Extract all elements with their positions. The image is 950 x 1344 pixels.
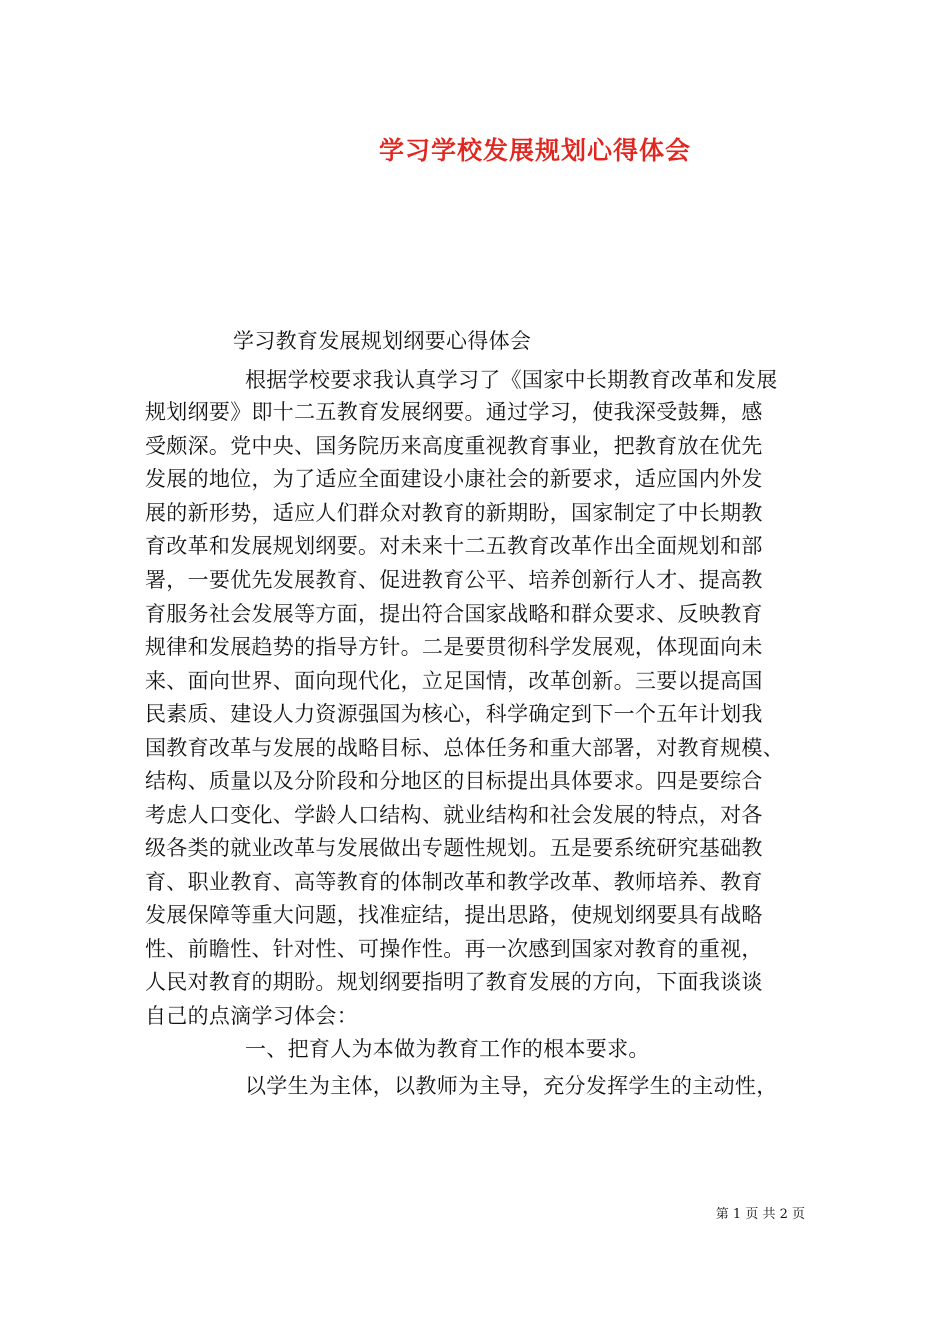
body-line: 性、前瞻性、针对性、可操作性。再一次感到国家对教育的重视， [145,937,763,961]
body-line: 人民对教育的期盼。规划纲要指明了教育发展的方向，下面我谈谈 [145,970,763,994]
body-line: 育服务社会发展等方面，提出符合国家战略和群众要求、反映教育 [145,602,763,626]
body-line: 根据学校要求我认真学习了《国家中长期教育改革和发展 [245,368,778,392]
document-subtitle: 学习教育发展规划纲要心得体会 [233,329,532,353]
body-line: 自己的点滴学习体会： [145,1004,358,1028]
body-line: 规律和发展趋势的指导方针。二是要贯彻科学发展观，体现面向未 [145,635,763,659]
body-line: 考虑人口变化、学龄人口结构、就业结构和社会发展的特点，对各 [145,803,763,827]
body-line: 发展的地位，为了适应全面建设小康社会的新要求，适应国内外发 [145,467,763,491]
body-line: 以学生为主体，以教师为主导，充分发挥学生的主动性， [245,1074,778,1098]
body-line: 来、面向世界、面向现代化，立足国情，改革创新。三要以提高国 [145,669,763,693]
body-line: 结构、质量以及分阶段和分地区的目标提出具体要求。四是要综合 [145,769,763,793]
body-line: 国教育改革与发展的战略目标、总体任务和重大部署，对教育规模、 [145,736,784,760]
body-line: 署，一要优先发展教育、促进教育公平、培养创新行人才、提高教 [145,568,763,592]
body-line: 发展保障等重大问题，找准症结，提出思路，使规划纲要具有战略 [145,903,763,927]
page-number: 第 1 页 共 2 页 [715,1207,805,1222]
body-line: 展的新形势，适应人们群众对教育的新期盼，国家制定了中长期教 [145,501,763,525]
body-line: 民素质、建设人力资源强国为核心，科学确定到下一个五年计划我 [145,702,763,726]
body-line: 育、职业教育、高等教育的体制改革和教学改革、教师培养、教育 [145,870,763,894]
section-heading: 一、把育人为本做为教育工作的根本要求。 [245,1037,650,1061]
body-line: 育改革和发展规划纲要。对未来十二五教育改革作出全面规划和部 [145,534,763,558]
document-title: 学习学校发展规划心得体会 [378,136,691,165]
body-line: 级各类的就业改革与发展做出专题性规划。五是要系统研究基础教 [145,836,763,860]
body-line: 受颇深。党中央、国务院历来高度重视教育事业，把教育放在优先 [145,434,763,458]
body-line: 规划纲要》即十二五教育发展纲要。通过学习，使我深受鼓舞，感 [145,400,763,424]
